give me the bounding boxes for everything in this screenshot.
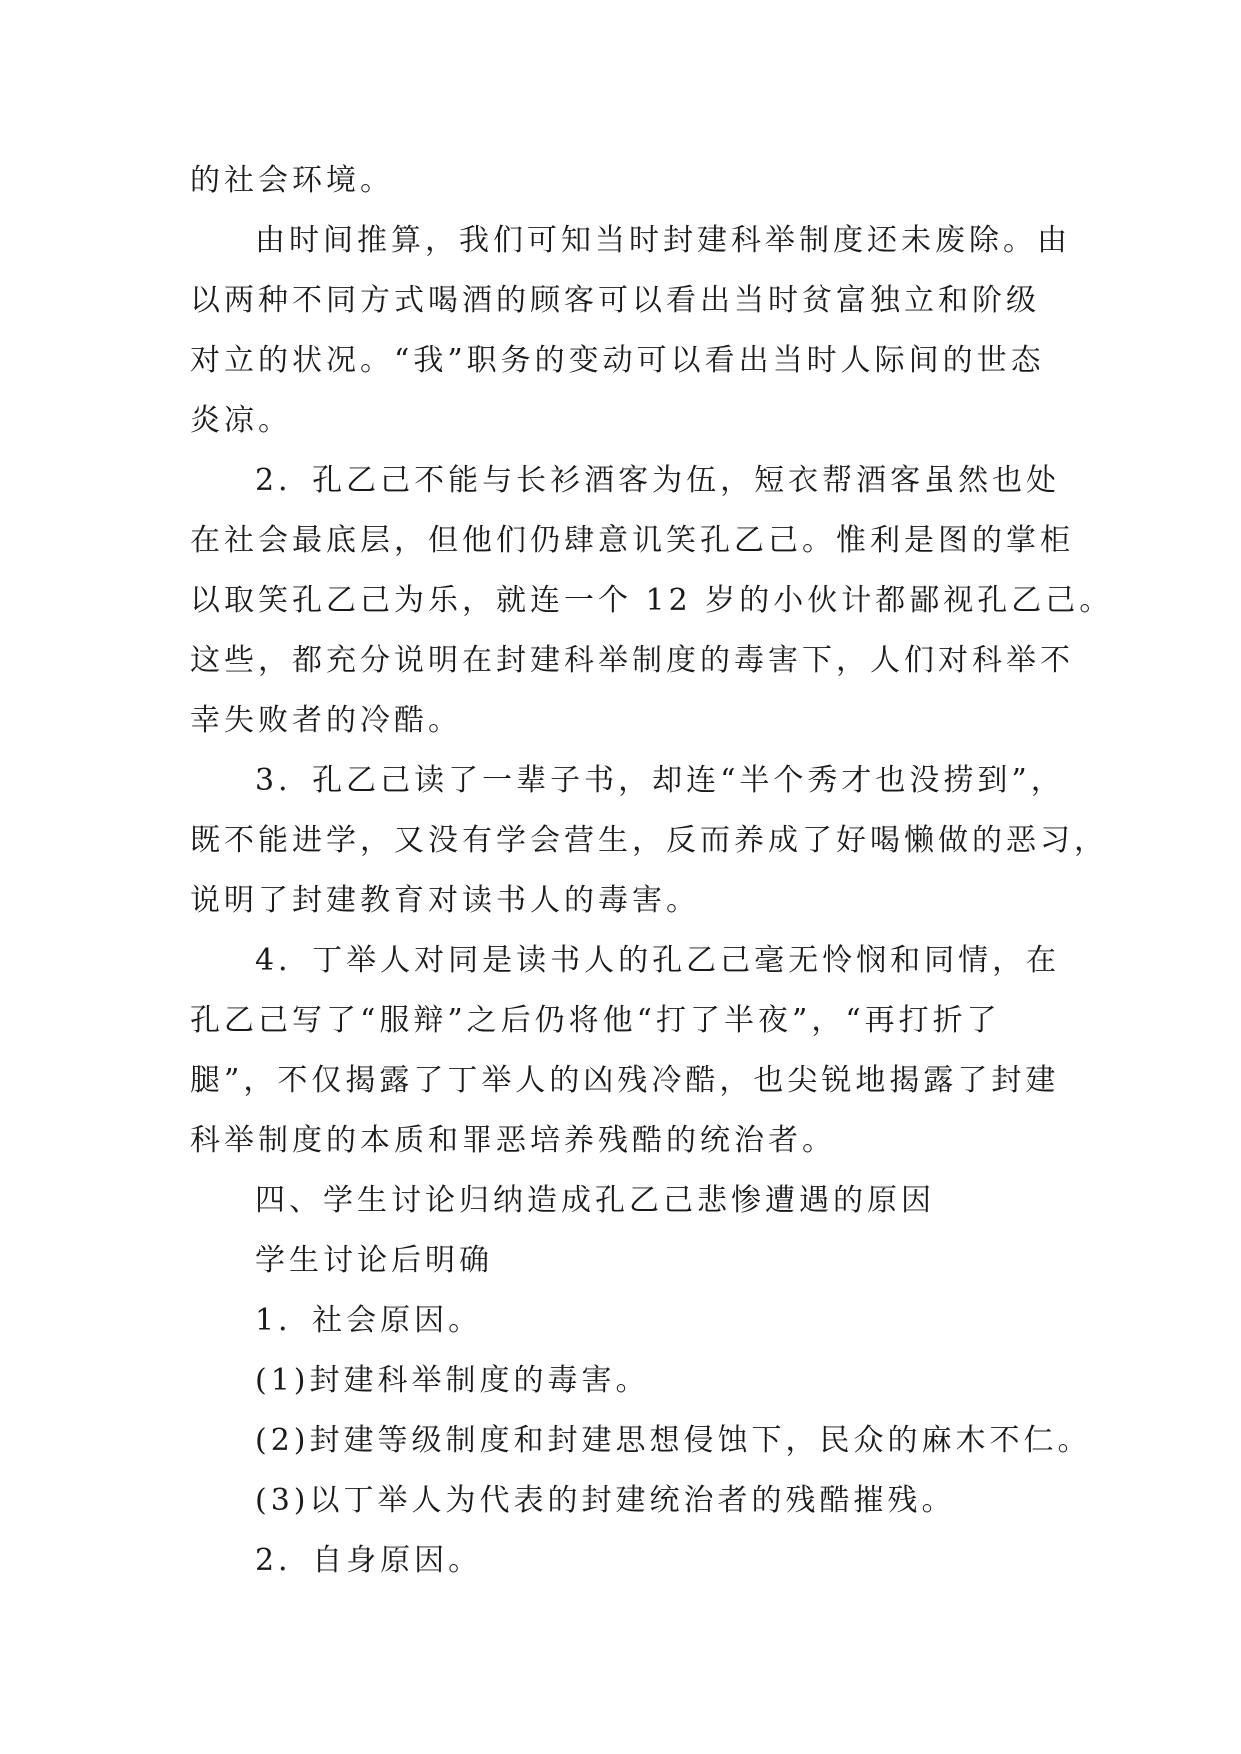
list-item: (3)以丁举人为代表的封建统治者的残酷摧残。	[255, 1483, 956, 1518]
text-line: 的社会环境。	[190, 163, 394, 198]
list-item: (2)封建等级制度和封建思想侵蚀下，民众的麻木不仁。	[255, 1423, 1092, 1458]
document-body	[190, 151, 1114, 1591]
text-line: 幸失败者的冷酷。	[190, 703, 462, 738]
text-line: 学生讨论后明确	[255, 1243, 493, 1278]
text-line: 对立的状况。“我”职务的变动可以看出当时人际间的世态	[190, 343, 1045, 378]
text-line: 3．孔乙己读了一辈子书，却连“半个秀才也没捞到”，	[255, 763, 1065, 798]
text-line: 在社会最底层，但他们仍肆意讥笑孔乙己。惟利是图的掌柜	[190, 523, 1074, 558]
text-line: 以两种不同方式喝酒的顾客可以看出当时贫富独立和阶级	[190, 283, 1040, 318]
text-line: 4．丁举人对同是读书人的孔乙己毫无怜悯和同情，在	[255, 943, 1061, 978]
section-heading: 四、学生讨论归纳造成孔乙己悲惨遭遇的原因	[255, 1183, 935, 1218]
text-line: 2．孔乙己不能与长衫酒客为伍，短衣帮酒客虽然也处	[255, 463, 1061, 498]
text-line: 以取笑孔乙己为乐，就连一个 12 岁的小伙计都鄙视孔乙己。	[190, 583, 1114, 618]
text-line: 这些，都充分说明在封建科举制度的毒害下，人们对科举不	[190, 643, 1074, 678]
text-line: 腿”，不仅揭露了丁举人的凶残冷酷，也尖锐地揭露了封建	[190, 1063, 1060, 1098]
text-line: 孔乙己写了“服辩”之后仍将他“打了半夜”，“再打折了	[190, 1003, 1001, 1038]
list-item: 2．自身原因。	[255, 1543, 483, 1578]
list-item: 1．社会原因。	[255, 1303, 483, 1338]
text-line: 科举制度的本质和罪恶培养残酷的统治者。	[190, 1123, 836, 1158]
text-line: 既不能进学，又没有学会营生，反而养成了好喝懒做的恶习，	[190, 823, 1108, 858]
text-line: 说明了封建教育对读书人的毒害。	[190, 883, 700, 918]
text-line: 炎凉。	[190, 403, 292, 438]
list-item: (1)封建科举制度的毒害。	[255, 1363, 650, 1398]
text-line: 由时间推算，我们可知当时封建科举制度还未废除。由	[255, 223, 1071, 258]
